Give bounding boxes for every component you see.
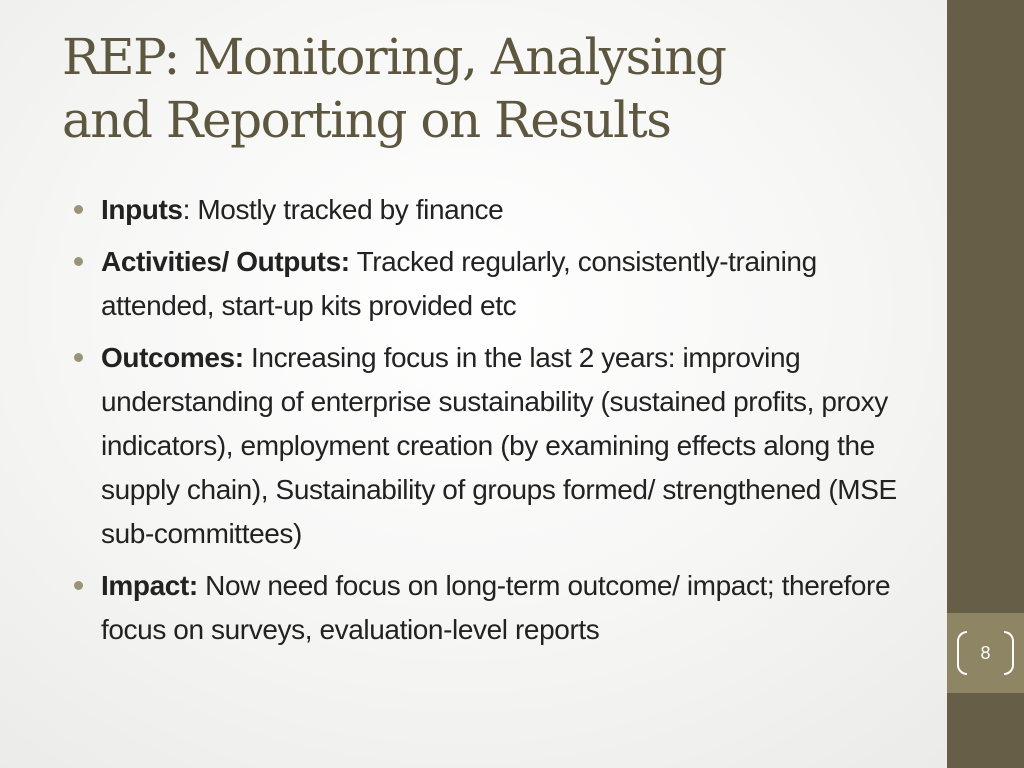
bullet-item-activities-outputs: [74, 240, 904, 328]
title-line-1: REP: Monitoring, Analysing: [62, 28, 726, 86]
bullet-text: Increasing focus in the last 2 years: improving understanding of enterprise sustainability (sustained profits, proxy indicators), employment creation (by examining effects along the supply chain), Sustainability of groups formed/ strengthened (MSE sub-committees): [101, 342, 897, 549]
page-number: 8: [980, 643, 991, 663]
page-number-badge: [947, 613, 1024, 693]
bullet-text: Now need focus on long-term outcome/ impact; therefore focus on surveys, evaluation-level reports: [101, 570, 891, 645]
bullet-list: [74, 188, 904, 660]
bullet-dot-icon: [74, 581, 83, 590]
slide-title: [62, 26, 922, 152]
bullet-term: Inputs: [101, 194, 183, 225]
bullet-item-impact: [74, 564, 904, 652]
bullet-item-outcomes: [74, 336, 904, 556]
bullet-item-inputs: [74, 188, 904, 232]
bullet-term: Outcomes:: [101, 342, 244, 373]
bullet-text: Tracked regularly, consistently-training attended, start-up kits provided etc: [101, 246, 817, 321]
bullet-term: Impact:: [101, 570, 198, 601]
bullet-term: Activities/ Outputs:: [101, 246, 350, 277]
bullet-dot-icon: [74, 205, 83, 214]
title-line-2: and Reporting on Results: [62, 91, 671, 149]
bullet-text: : Mostly tracked by finance: [182, 194, 504, 225]
bullet-dot-icon: [74, 257, 83, 266]
bullet-dot-icon: [74, 353, 83, 362]
